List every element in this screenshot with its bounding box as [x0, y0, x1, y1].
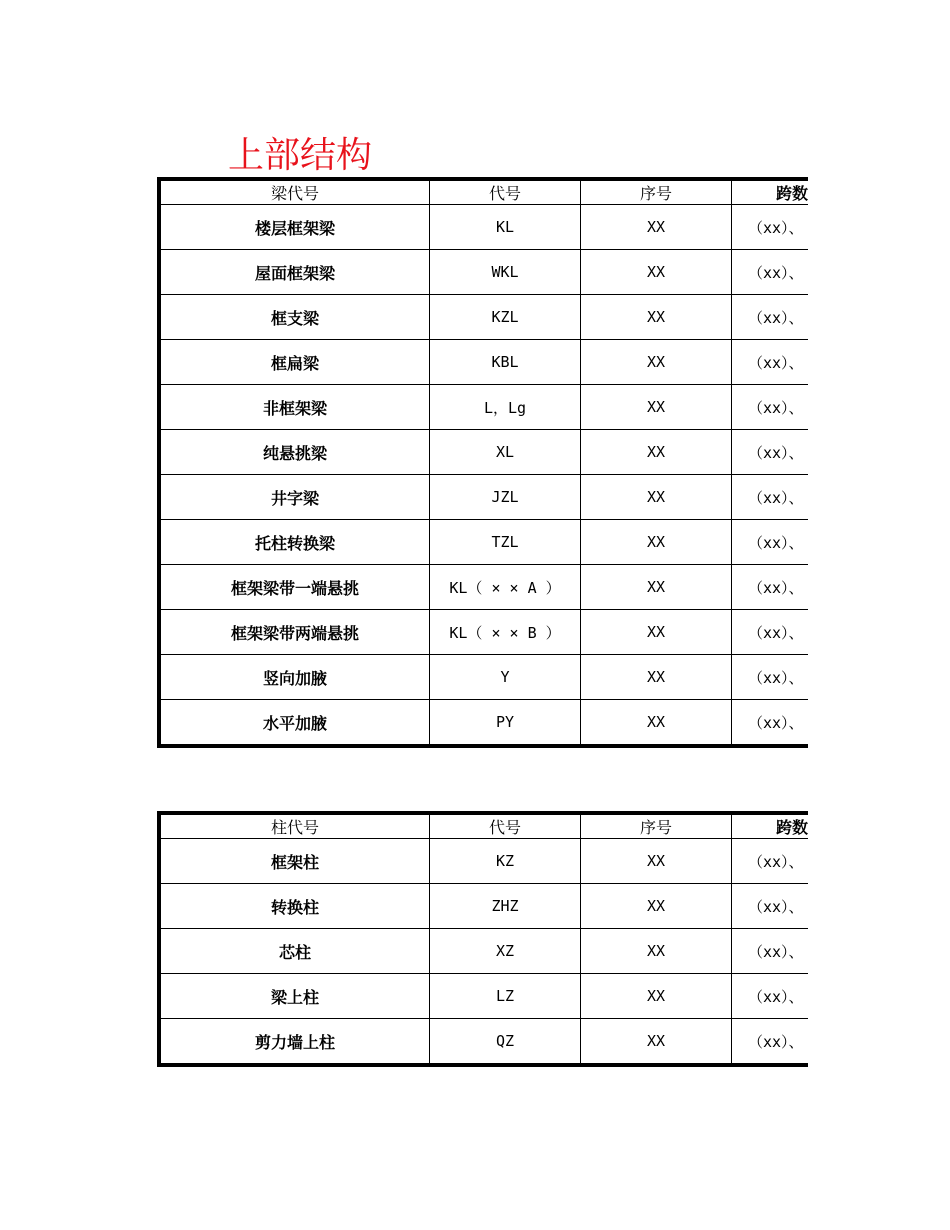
table-row [159, 700, 808, 747]
header-span: 跨数 [732, 179, 809, 205]
beam-code-table [157, 177, 808, 748]
table-row [159, 250, 808, 295]
cell-code: XZ [430, 929, 581, 974]
cell-code: XL [430, 430, 581, 475]
cell-name: 芯柱 [159, 929, 430, 974]
header-code: 代号 [430, 179, 581, 205]
table-row [159, 475, 808, 520]
cell-name: 框扁梁 [159, 340, 430, 385]
cell-code: KZ [430, 839, 581, 884]
cell-seq: XX [581, 974, 732, 1019]
cell-seq: XX [581, 205, 732, 250]
cell-name: 梁上柱 [159, 974, 430, 1019]
cell-span: （xx）、 [732, 340, 809, 385]
cell-name: 屋面框架梁 [159, 250, 430, 295]
cell-seq: XX [581, 520, 732, 565]
cell-span: （xx）、 [732, 205, 809, 250]
cell-span: （xx）、 [732, 884, 809, 929]
table-row [159, 205, 808, 250]
cell-seq: XX [581, 430, 732, 475]
cell-name: 转换柱 [159, 884, 430, 929]
cell-code: KZL [430, 295, 581, 340]
table-row [159, 655, 808, 700]
cell-code: JZL [430, 475, 581, 520]
cell-seq: XX [581, 839, 732, 884]
column-code-table [157, 811, 808, 1067]
table-row [159, 1019, 808, 1066]
cell-seq: XX [581, 250, 732, 295]
cell-span: （xx）、 [732, 839, 809, 884]
cell-span: （xx）、 [732, 250, 809, 295]
cell-seq: XX [581, 340, 732, 385]
table-row [159, 974, 808, 1019]
cell-seq: XX [581, 655, 732, 700]
table-row [159, 839, 808, 884]
cell-seq: XX [581, 929, 732, 974]
cell-code: KL（ × × B ） [430, 610, 581, 655]
cell-span: （xx）、 [732, 520, 809, 565]
cell-seq: XX [581, 565, 732, 610]
cell-seq: XX [581, 610, 732, 655]
cell-seq: XX [581, 1019, 732, 1066]
cell-name: 托柱转换梁 [159, 520, 430, 565]
table-header-row [159, 813, 808, 839]
cell-seq: XX [581, 295, 732, 340]
cell-name: 非框架梁 [159, 385, 430, 430]
cell-code: KL（ × × A ） [430, 565, 581, 610]
cell-name: 框架柱 [159, 839, 430, 884]
beam-table-container [157, 177, 808, 748]
table-row [159, 884, 808, 929]
table-row [159, 929, 808, 974]
cell-name: 楼层框架梁 [159, 205, 430, 250]
cell-seq: XX [581, 700, 732, 747]
cell-span: （xx）、 [732, 385, 809, 430]
cell-name: 纯悬挑梁 [159, 430, 430, 475]
cell-code: L，Lg [430, 385, 581, 430]
cell-name: 框架梁带一端悬挑 [159, 565, 430, 610]
cell-span: （xx）、 [732, 475, 809, 520]
cell-span: （xx）、 [732, 929, 809, 974]
cell-code: QZ [430, 1019, 581, 1066]
cell-name: 竖向加腋 [159, 655, 430, 700]
cell-code: LZ [430, 974, 581, 1019]
cell-span: （xx）、 [732, 430, 809, 475]
table-row [159, 430, 808, 475]
cell-seq: XX [581, 385, 732, 430]
cell-span: （xx）、 [732, 610, 809, 655]
cell-code: KBL [430, 340, 581, 385]
page-title: 上部结构 [228, 135, 373, 176]
table-row [159, 295, 808, 340]
cell-seq: XX [581, 475, 732, 520]
table-row [159, 610, 808, 655]
cell-name: 水平加腋 [159, 700, 430, 747]
cell-name: 框支梁 [159, 295, 430, 340]
cell-code: PY [430, 700, 581, 747]
cell-code: KL [430, 205, 581, 250]
header-seq: 序号 [581, 813, 732, 839]
header-code: 代号 [430, 813, 581, 839]
cell-name: 井字梁 [159, 475, 430, 520]
cell-span: （xx）、 [732, 1019, 809, 1066]
cell-seq: XX [581, 884, 732, 929]
cell-code: TZL [430, 520, 581, 565]
cell-span: （xx）、 [732, 565, 809, 610]
cell-span: （xx）、 [732, 655, 809, 700]
table-row [159, 385, 808, 430]
table-header-row [159, 179, 808, 205]
cell-code: ZHZ [430, 884, 581, 929]
cell-code: WKL [430, 250, 581, 295]
table-row [159, 340, 808, 385]
cell-name: 剪力墙上柱 [159, 1019, 430, 1066]
cell-span: （xx）、 [732, 974, 809, 1019]
table-row [159, 520, 808, 565]
header-column-code: 柱代号 [159, 813, 430, 839]
cell-code: Y [430, 655, 581, 700]
header-span: 跨数 [732, 813, 809, 839]
cell-name: 框架梁带两端悬挑 [159, 610, 430, 655]
column-table-container [157, 811, 808, 1067]
header-seq: 序号 [581, 179, 732, 205]
table-row [159, 565, 808, 610]
cell-span: （xx）、 [732, 295, 809, 340]
cell-span: （xx）、 [732, 700, 809, 747]
header-beam-code: 梁代号 [159, 179, 430, 205]
